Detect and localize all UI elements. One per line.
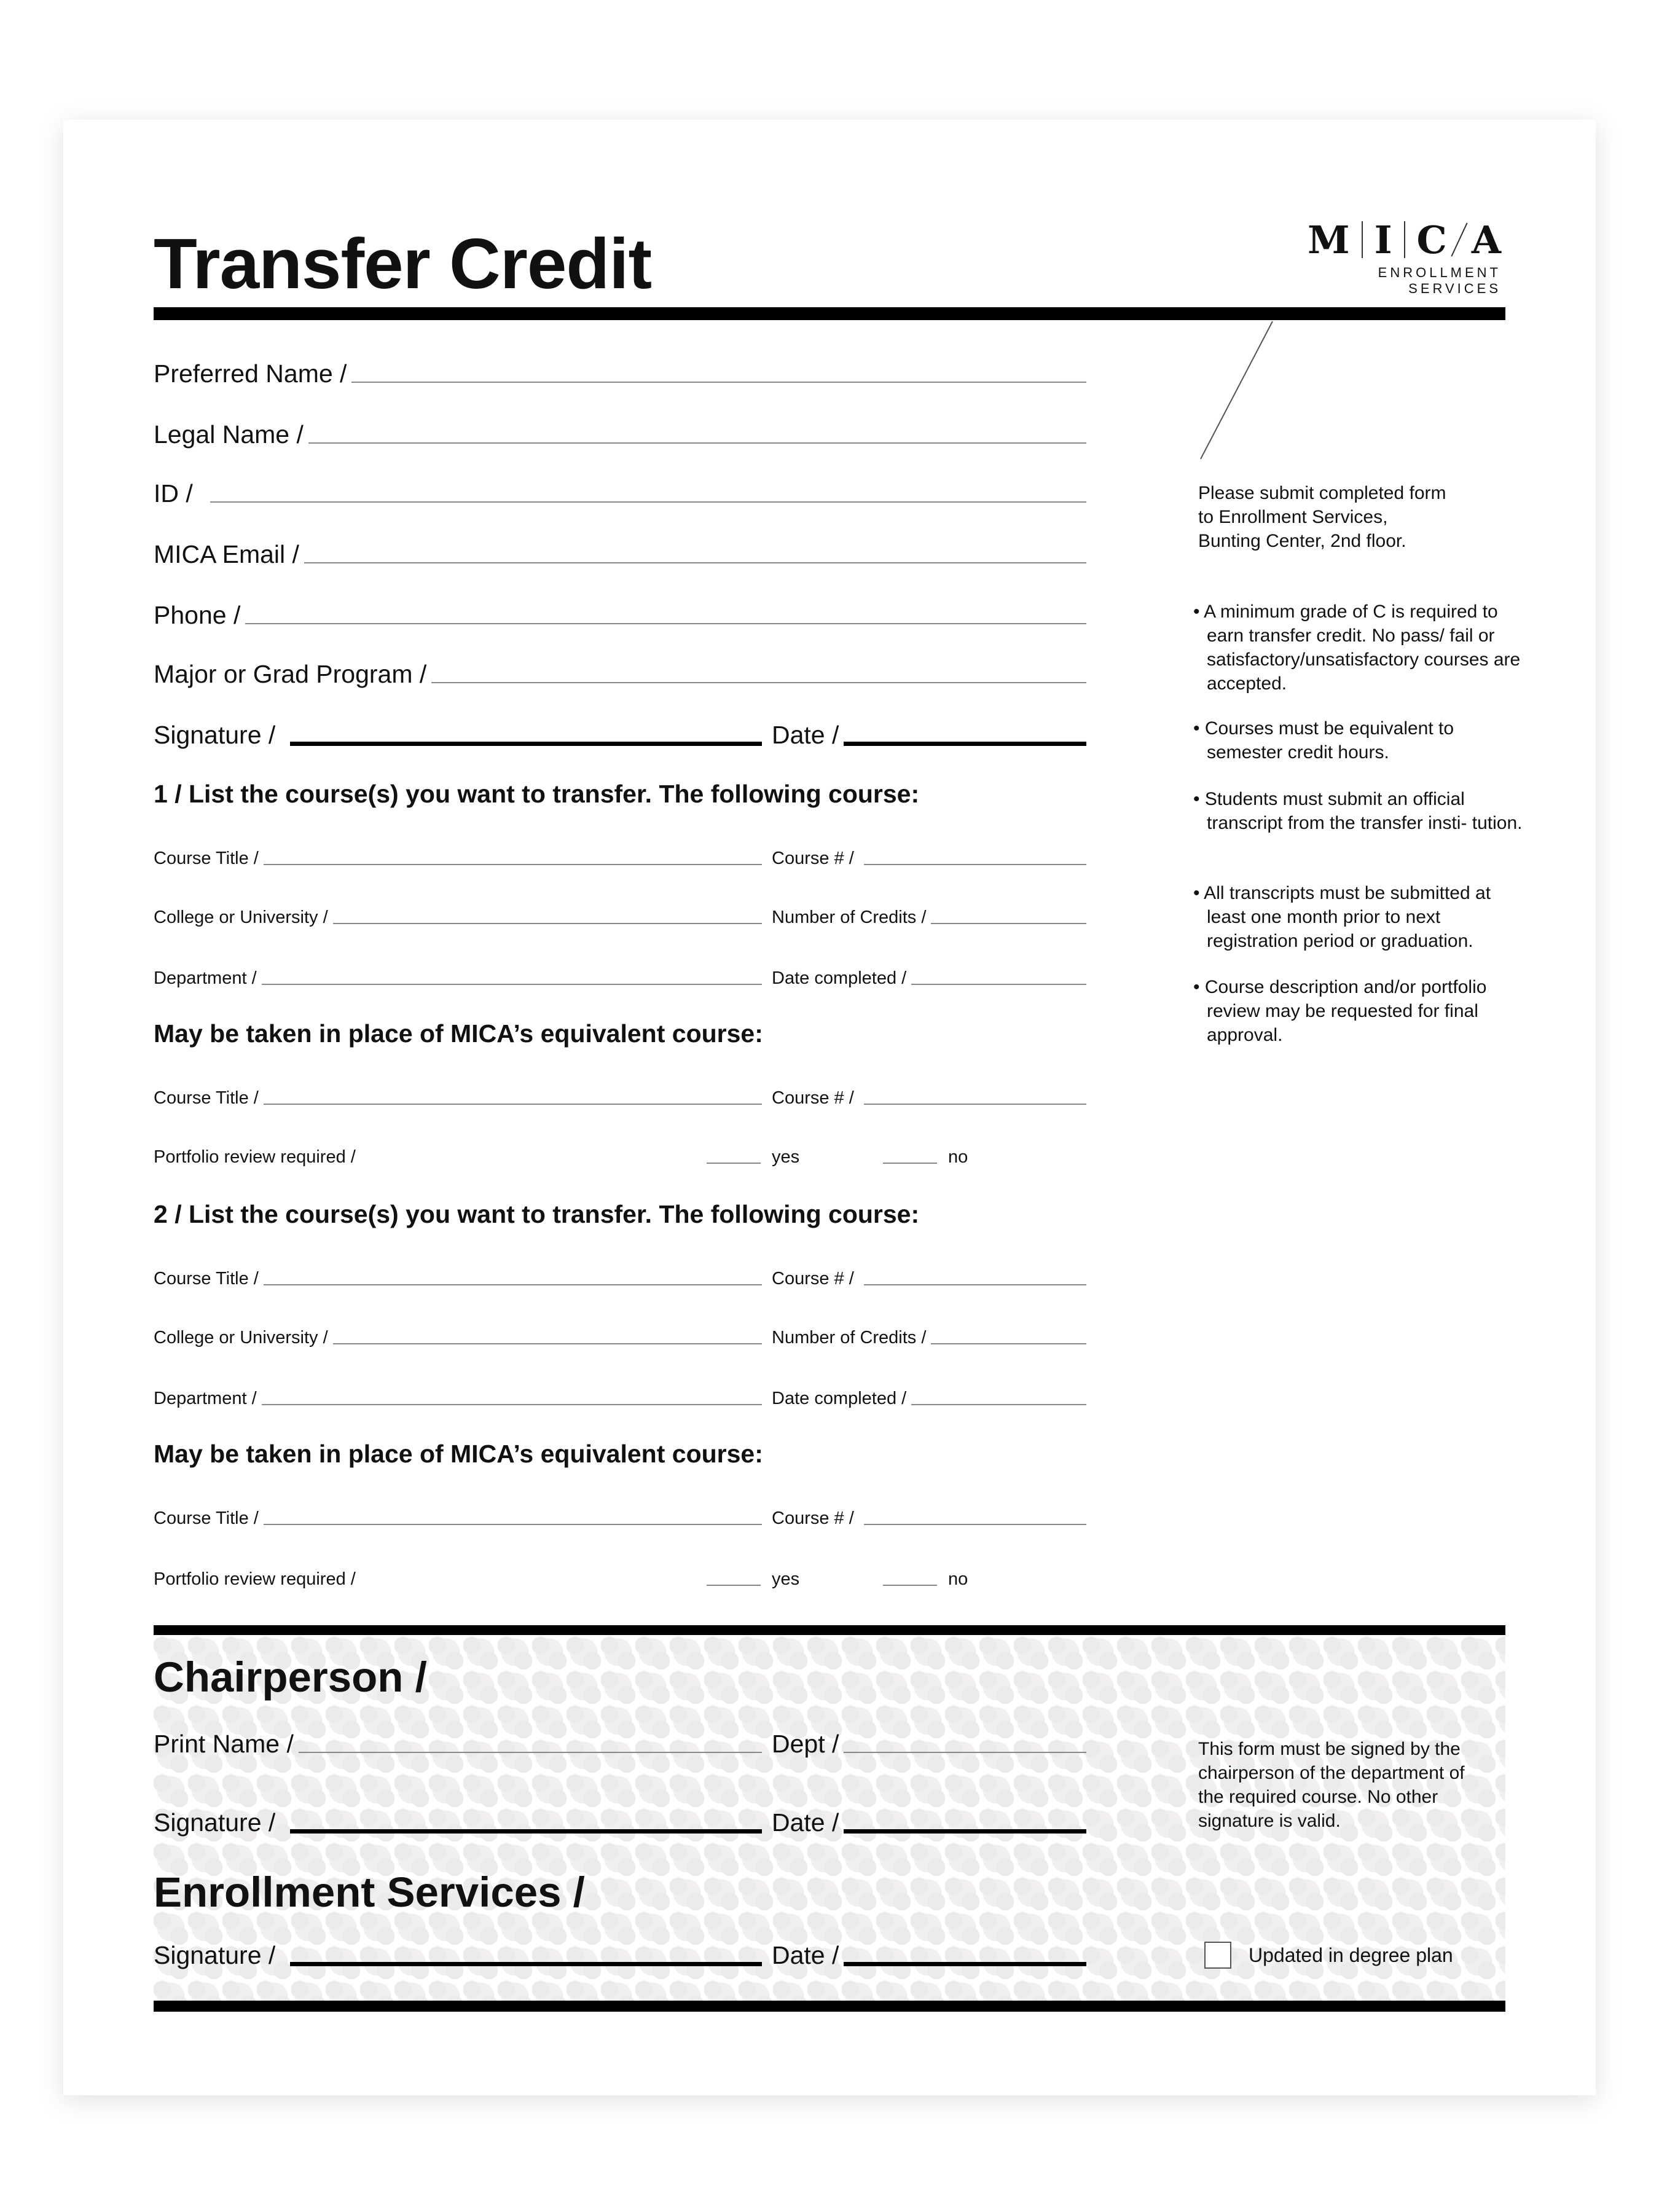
field-label: Date / [772,721,839,749]
chair-name-input[interactable] [299,1752,762,1753]
course1-heading: 1 / List the course(s) you want to transfer. The following course: [154,780,920,808]
approval-top-rule [154,1625,1505,1636]
no-blank[interactable] [883,1163,937,1164]
date-completed-input[interactable] [911,1404,1086,1405]
department-input[interactable] [262,984,762,985]
course2-row [154,1325,1086,1348]
field-label: Signature / [154,721,276,749]
course-title-input[interactable] [264,1284,762,1285]
mica-logo [1308,218,1501,297]
logo-subtitle: ENROLLMENT SERVICES [1378,265,1501,296]
field-label: Dept / [772,1730,839,1758]
header-rule [154,307,1505,320]
note-line: to Enrollment Services, [1198,507,1388,527]
field-label: Date completed / [772,1389,907,1408]
logo-letter: M [1308,217,1350,262]
field-label: Department / [154,1389,257,1408]
yes-label: yes [772,1147,800,1167]
field-label: Print Name / [154,1730,294,1758]
degree-plan-checkbox[interactable] [1204,1942,1231,1969]
no-blank[interactable] [883,1585,937,1586]
field-label: Legal Name / [154,420,304,449]
chair-date-input[interactable] [844,1829,1086,1834]
field-label: Phone / [154,601,241,629]
submit-note [1198,481,1518,553]
course2-row [154,1266,1086,1289]
chair-signature-row [154,1806,1086,1837]
chair-name-row [154,1728,1086,1759]
field-label: Portfolio review required / [154,1569,356,1589]
preferred-name-input[interactable] [351,382,1086,383]
date-input[interactable] [844,742,1086,746]
course2-equivalent-row [154,1505,1086,1529]
enrollment-signature-input[interactable] [290,1962,762,1966]
portfolio-yes[interactable] [707,1566,799,1590]
logo-letter: A [1471,217,1501,262]
chairperson-heading: Chairperson / [154,1653,427,1701]
field-label: Number of Credits / [772,908,927,927]
course2-row [154,1386,1086,1409]
course-number-input[interactable] [864,1284,1086,1285]
chair-signature-input[interactable] [290,1829,762,1834]
note-line: Bunting Center, 2nd floor. [1198,531,1406,551]
course-title-input[interactable] [264,864,762,865]
logo-letter: I [1374,217,1392,262]
course2-equivalent-heading: May be taken in place of MICA’s equivalent course: [154,1440,763,1468]
chair-note: This form must be signed by the chairperson of the department of the required course. No other signature is valid. [1198,1739,1465,1831]
no-label: no [948,1569,968,1589]
yes-blank[interactable] [707,1585,761,1586]
requirement-bullet: • A minimum grade of C is required to earn transfer credit. No pass/ fail or satisfactory/unsatisfactory courses are accepted. [1193,602,1521,694]
id-field[interactable] [154,477,1086,508]
logo-mark [1308,218,1501,261]
field-label: Course # / [772,849,854,868]
college-input[interactable] [333,923,762,924]
credits-input[interactable] [931,923,1086,924]
field-label: Course Title / [154,1088,259,1108]
field-label: Department / [154,968,257,988]
course1-equivalent-row [154,1085,1086,1108]
portfolio-no[interactable] [883,1566,968,1590]
course1-equivalent-heading: May be taken in place of MICA’s equivalent course: [154,1019,763,1048]
field-label: Date completed / [772,968,907,988]
chair-dept-input[interactable] [844,1752,1086,1753]
email-input[interactable] [304,562,1086,563]
equivalent-title-input[interactable] [264,1104,762,1105]
college-input[interactable] [333,1343,762,1344]
equivalent-number-input[interactable] [864,1524,1086,1525]
student-signature-row [154,719,1086,750]
field-label: Date / [772,1941,839,1969]
field-label: MICA Email / [154,540,299,568]
phone-field[interactable] [154,599,1086,630]
field-label: Signature / [154,1808,276,1837]
portfolio-no[interactable] [883,1144,968,1167]
yes-blank[interactable] [707,1163,761,1164]
enrollment-signature-row [154,1939,1086,1970]
note-line: Please submit completed form [1198,483,1446,503]
enrollment-heading: Enrollment Services / [154,1869,585,1916]
field-label: College or University / [154,908,328,927]
credits-input[interactable] [931,1343,1086,1344]
field-label: Date / [772,1808,839,1837]
requirement-bullet: • All transcripts must be submitted at least one month prior to next registration period or graduation. [1193,883,1491,951]
approval-bottom-rule [154,2001,1505,2012]
equivalent-title-input[interactable] [264,1524,762,1525]
date-completed-input[interactable] [911,984,1086,985]
equivalent-number-input[interactable] [864,1104,1086,1105]
logo-letter: C [1416,217,1447,262]
course2-heading: 2 / List the course(s) you want to transfer. The following course: [154,1200,920,1228]
field-label: Major or Grad Program / [154,660,427,688]
degree-plan-checkbox-row[interactable] [1204,1942,1453,1969]
field-label: Number of Credits / [772,1328,927,1347]
page-title: Transfer Credit [154,224,652,304]
diagonal-divider [1198,320,1275,461]
field-label: Signature / [154,1941,276,1969]
email-field[interactable] [154,538,1086,569]
id-input[interactable] [210,501,1086,503]
field-label: Course Title / [154,1269,259,1288]
field-label: Course Title / [154,1508,259,1528]
field-label: Portfolio review required / [154,1147,356,1167]
major-field[interactable] [154,658,1086,689]
field-label: College or University / [154,1328,328,1347]
requirement-bullet: • Courses must be equivalent to semester credit hours. [1193,718,1454,763]
field-label: Course Title / [154,849,259,868]
portfolio-yes[interactable] [707,1144,799,1167]
enrollment-date-input[interactable] [844,1962,1086,1966]
yes-label: yes [772,1569,800,1589]
requirement-bullet: • Students must submit an official transcript from the transfer insti- tution. [1193,789,1523,833]
preferred-name-field[interactable] [154,358,1086,388]
phone-input[interactable] [245,623,1086,624]
course1-row [154,845,1086,869]
signature-input[interactable] [290,742,762,746]
checkbox-label: Updated in degree plan [1249,1943,1453,1966]
course-number-input[interactable] [864,864,1086,865]
no-label: no [948,1147,968,1167]
field-label: Course # / [772,1088,854,1108]
field-label: Course # / [772,1269,854,1288]
major-input[interactable] [431,682,1086,683]
course1-row [154,965,1086,989]
field-label: Course # / [772,1508,854,1528]
course1-row [154,904,1086,928]
field-label: Preferred Name / [154,359,347,388]
field-label: ID / [154,479,193,508]
requirement-bullet: • Course description and/or portfolio review may be requested for final approval. [1193,977,1487,1045]
department-input[interactable] [262,1404,762,1405]
legal-name-input[interactable] [308,442,1086,444]
legal-name-field[interactable] [154,418,1086,449]
